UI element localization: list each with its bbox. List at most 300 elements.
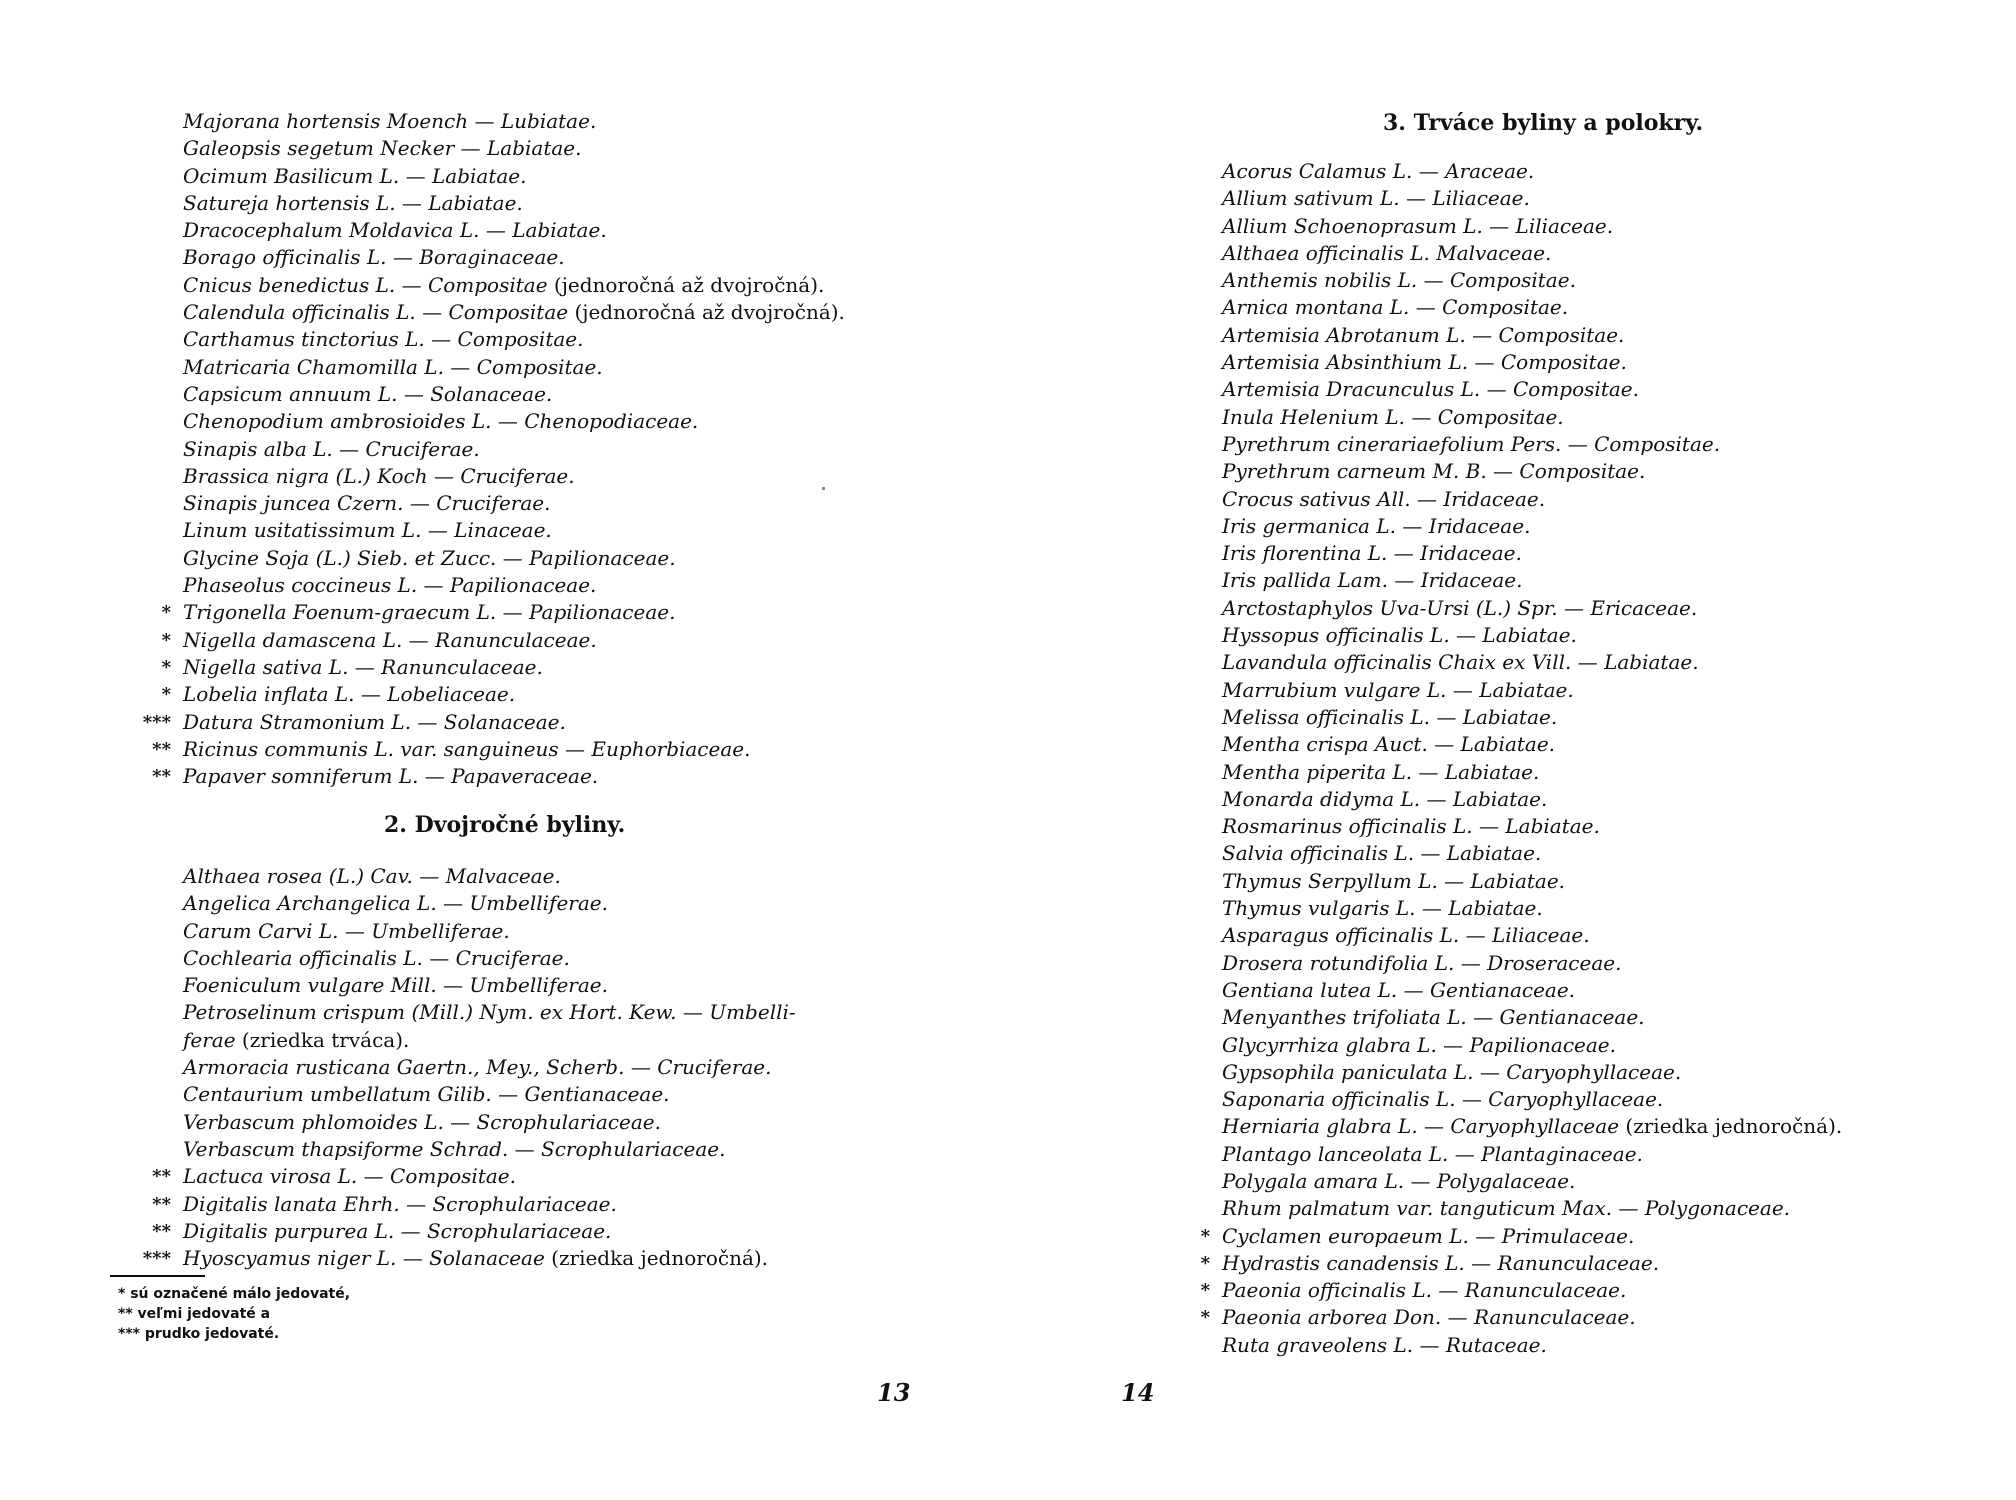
plant-family: Boraginaceae. (419, 245, 565, 270)
dash-separator: — (558, 736, 592, 761)
dash-separator: — (403, 491, 437, 516)
dash-separator: — (436, 891, 470, 916)
plant-name: Sinapis alba L. (183, 436, 333, 461)
plant-entry (161, 654, 845, 681)
plant-family: Labiatae. (1470, 868, 1566, 893)
plant-name: Hyssopus officinalis L. (1222, 623, 1450, 648)
plant-family: Droseraceae. (1487, 950, 1622, 975)
plant-family: Labiatae. (1462, 704, 1558, 729)
plant-name: Satureja hortensis L. (183, 190, 396, 215)
plant-family: Labiatae. (1604, 650, 1699, 675)
plant-family: Scrophulariaceae. (541, 1136, 726, 1161)
plant-name: Paeonia arborea Don. (1222, 1305, 1442, 1330)
section-heading-perennial: 3. Trváce byliny a polokry. (1383, 110, 1704, 136)
footnotes (118, 1284, 350, 1344)
dash-separator: — (1413, 1332, 1446, 1357)
dash-separator: — (479, 218, 513, 243)
plant-entry (1222, 1113, 1842, 1140)
dash-separator: — (1449, 623, 1483, 648)
plant-family: Cruciferae. (436, 491, 551, 516)
plant-name: Pyrethrum cinerariaefolium Pers. (1222, 431, 1562, 456)
plant-name: Plantago lanceolata L. (1222, 1141, 1449, 1166)
plant-family: Labiatae. (487, 136, 582, 161)
plant-family: Compositae. (476, 354, 603, 379)
dash-separator: — (424, 327, 458, 352)
plant-entry (1222, 376, 1842, 403)
plant-name: Polygala amara L. (1222, 1168, 1405, 1193)
dash-separator: — (417, 573, 450, 598)
dash-separator: — (427, 463, 461, 488)
plant-name: Nigella sativa L. (183, 654, 349, 679)
plant-entry (183, 217, 845, 244)
plant-entry (1222, 731, 1842, 758)
plant-name: Menyanthes trifoliata L. (1222, 1005, 1467, 1030)
toxicity-marker: ** (152, 1166, 171, 1188)
plant-family: Iridaceae. (1428, 513, 1531, 538)
plant-family: Gentianaceae. (524, 1082, 670, 1107)
plant-family: Cruciferae. (455, 945, 570, 970)
dash-separator: — (1448, 1141, 1482, 1166)
dash-separator: — (1455, 1087, 1489, 1112)
plant-name: Mentha crispa Auct. (1222, 732, 1428, 757)
plant-entry (183, 972, 796, 999)
plant-family: Compositae. (1498, 322, 1625, 347)
dash-separator: — (1473, 1059, 1507, 1084)
plant-family: Papaveraceae. (451, 764, 599, 789)
plant-family: Umbelliferae. (469, 891, 608, 916)
dash-separator: — (1561, 431, 1595, 456)
plant-family: Labiatae. (1452, 786, 1548, 811)
plant-entry (1222, 922, 1842, 949)
plant-name: Lactuca virosa L. (183, 1164, 358, 1189)
plant-note: (zriedka jednoročná). (551, 1246, 769, 1271)
plant-entry (183, 1027, 796, 1054)
dash-separator: — (624, 1055, 658, 1080)
plant-entry (161, 599, 845, 626)
toxicity-marker: * (1200, 1225, 1210, 1247)
right-page (1008, 0, 2016, 1500)
plant-entry (1222, 1032, 1842, 1059)
plant-name: Digitalis purpurea L. (183, 1218, 395, 1243)
plant-family: Compositae (427, 272, 548, 297)
plant-name: Cochlearia officinalis L. (183, 945, 423, 970)
plant-family: Scrophulariaceae. (426, 1218, 612, 1243)
dash-separator: — (395, 190, 429, 215)
print-speck (822, 487, 825, 490)
plant-family: Caryophyllaceae. (1506, 1059, 1682, 1084)
plant-entry (183, 108, 845, 135)
footnote: ** veľmi jedovaté a (118, 1306, 271, 1322)
dash-separator: — (1468, 1223, 1502, 1248)
plant-family: Solanaceae (429, 1246, 545, 1271)
dash-separator: — (1437, 868, 1471, 893)
plant-family: Liliaceae. (1432, 186, 1530, 211)
plant-family: Polygonaceae. (1644, 1196, 1791, 1221)
plant-family: Labiatae. (1482, 623, 1577, 648)
plant-family: Labiatae. (1444, 759, 1540, 784)
plant-family: Scrophulariaceae. (476, 1109, 661, 1134)
plant-family: Labiatae. (512, 218, 607, 243)
plant-entry (1222, 895, 1842, 922)
plant-name: Foeniculum vulgare Mill. (183, 973, 437, 998)
plant-entry (183, 890, 796, 917)
dash-separator: — (386, 245, 420, 270)
dash-separator: — (1446, 677, 1480, 702)
dash-separator: — (1409, 295, 1443, 320)
annual-herbs-list (142, 108, 845, 790)
dash-separator: — (454, 136, 488, 161)
plant-entry (1222, 950, 1842, 977)
plant-name: Ricinus communis L. var. sanguineus (183, 736, 559, 761)
plant-family: Gentianaceae. (1430, 977, 1576, 1002)
plant-entry (161, 627, 845, 654)
plant-name: Crocus sativus All. (1222, 486, 1411, 511)
plant-entry (1200, 1250, 1842, 1277)
section-heading-biennial: 2. Dvojročné byliny. (384, 812, 626, 838)
plant-family: Compositae. (1449, 268, 1576, 293)
plant-name: Angelica Archangelica L. (183, 891, 437, 916)
plant-name: Petroselinum crispum (Mill.) Nym. ex Hort. Kew. (183, 1000, 677, 1025)
dash-separator: — (411, 709, 444, 734)
dash-separator: — (1412, 759, 1445, 784)
dash-separator: — (1472, 814, 1506, 839)
plant-entry (1222, 1059, 1842, 1086)
dash-separator: — (338, 918, 372, 943)
plant-family: Rutaceae. (1445, 1332, 1547, 1357)
dash-separator: — (436, 973, 470, 998)
toxicity-marker: * (1200, 1307, 1210, 1329)
plant-entry (152, 763, 845, 790)
plant-entry (1222, 813, 1842, 840)
plant-note: (jednoročná až dvojročná). (574, 300, 845, 325)
dash-separator: — (1482, 213, 1516, 238)
plant-entry (1222, 322, 1842, 349)
plant-entry (183, 463, 845, 490)
plant-name: Thymus Serpyllum L. (1222, 868, 1438, 893)
plant-family: Linaceae. (454, 518, 552, 543)
plant-name: Mentha piperita L. (1222, 759, 1413, 784)
plant-entry (1222, 840, 1842, 867)
dash-separator: — (1468, 350, 1501, 375)
dash-separator: — (399, 163, 432, 188)
plant-name: Gypsophila paniculata L. (1222, 1059, 1474, 1084)
plant-name: Capsicum annuum L. (183, 381, 398, 406)
plant-family: Liliaceae. (1515, 213, 1614, 238)
plant-entry (152, 1218, 796, 1245)
plant-name: Ruta graveolens L. (1222, 1332, 1414, 1357)
toxicity-marker: * (161, 656, 171, 678)
dash-separator: — (402, 627, 436, 652)
plant-name: Phaseolus coccineus L. (183, 573, 418, 598)
dash-separator: — (1436, 1032, 1470, 1057)
plant-name: Allium Schoenoprasum L. (1222, 213, 1483, 238)
plant-name: Inula Helenium L. (1222, 404, 1405, 429)
dash-separator: — (1466, 1005, 1500, 1030)
dash-separator: — (1414, 841, 1447, 866)
plant-entry (183, 436, 845, 463)
toxicity-marker: ** (152, 738, 171, 760)
plant-entry (183, 326, 845, 353)
plant-entry (183, 863, 796, 890)
plant-name: Linum usitatissimum L. (183, 518, 422, 543)
footnote: *** prudko jedovaté. (118, 1326, 280, 1342)
plant-entry (1222, 1168, 1842, 1195)
plant-entry (183, 163, 845, 190)
plant-entry (1222, 349, 1842, 376)
dash-separator: — (491, 409, 525, 434)
plant-entry (183, 517, 845, 544)
plant-family: Solanaceae. (430, 381, 553, 406)
plant-entry (183, 272, 845, 299)
plant-note: (zriedka jednoročná). (1625, 1114, 1843, 1139)
dash-separator: — (1464, 1250, 1498, 1275)
plant-entry (1222, 649, 1842, 676)
dash-separator: — (394, 1218, 427, 1243)
plant-entry (183, 945, 796, 972)
plant-entry (183, 408, 845, 435)
plant-name: Glycyrrhiza glabra L. (1222, 1032, 1437, 1057)
plant-name: Papaver somniferum L. (183, 764, 419, 789)
dash-separator: — (421, 518, 455, 543)
toxicity-marker: *** (142, 711, 171, 733)
plant-entry (142, 709, 845, 736)
plant-entry (1222, 1195, 1842, 1222)
dash-separator: — (1465, 322, 1499, 347)
plant-family: Ericaceae. (1590, 595, 1698, 620)
plant-family: Scrophulariaceae. (432, 1191, 617, 1216)
plant-family: Ranunculaceae. (1473, 1305, 1636, 1330)
plant-entry (1222, 158, 1842, 185)
plant-name: Brassica nigra (L.) Koch (183, 463, 428, 488)
plant-name: Cnicus benedictus L. (183, 272, 396, 297)
page-number-left: 13 (877, 1378, 911, 1407)
plant-name: Matricaria Chamomilla L. (183, 354, 444, 379)
dash-separator: — (443, 354, 477, 379)
plant-name: Paeonia officinalis L. (1222, 1278, 1432, 1303)
plant-entry (152, 1191, 796, 1218)
plant-family: Liliaceae. (1492, 923, 1590, 948)
plant-name: ferae (183, 1027, 236, 1052)
plant-entry (1200, 1277, 1842, 1304)
plant-entry (1222, 486, 1842, 513)
plant-entry (183, 1054, 796, 1081)
plant-name: Digitalis lanata Ehrh. (183, 1191, 400, 1216)
plant-entry (183, 381, 845, 408)
plant-entry (183, 545, 845, 572)
plant-entry (152, 736, 845, 763)
plant-entry (1222, 704, 1842, 731)
plant-name: Calendula officinalis L. (183, 300, 416, 325)
dash-separator: — (496, 545, 530, 570)
plant-family: Labiatae. (1505, 814, 1600, 839)
dash-separator: — (1387, 541, 1421, 566)
plant-entry (1200, 1223, 1842, 1250)
plant-name: Borago officinalis L. (183, 245, 387, 270)
plant-name: Ocimum Basilicum L. (183, 163, 400, 188)
plant-name: Cyclamen europaeum L. (1222, 1223, 1469, 1248)
plant-family: Lubiatae. (500, 109, 597, 133)
plant-name: Melissa officinalis L. (1222, 704, 1430, 729)
plant-family: Compositae. (390, 1164, 516, 1189)
toxicity-marker: * (1200, 1280, 1210, 1302)
dash-separator: — (395, 272, 428, 297)
plant-entry (152, 1163, 796, 1190)
plant-name: Acorus Calamus L. (1222, 159, 1413, 183)
plant-entry (1222, 977, 1842, 1004)
dash-separator: — (397, 381, 431, 406)
plant-entry (1222, 240, 1842, 267)
dash-separator: — (1454, 950, 1488, 975)
plant-entry (1222, 404, 1842, 431)
plant-name: Saponaria officinalis L. (1222, 1087, 1456, 1112)
plant-family: Ranunculaceae. (381, 654, 543, 679)
plant-entry (183, 299, 845, 326)
plant-name: Anthemis nobilis L. (1222, 268, 1418, 293)
plant-name: Drosera rotundifolia L. (1222, 950, 1455, 975)
plant-name: Dracocephalum Moldavica L. (183, 218, 480, 243)
plant-name: Althaea rosea (L.) Cav. (183, 864, 413, 888)
plant-family: Compositae. (1437, 404, 1564, 429)
footnote-rule (110, 1275, 205, 1277)
plant-name: Hyoscyamus niger L. (183, 1246, 397, 1271)
plant-family: Compositae. (1442, 295, 1569, 320)
plant-entry (1222, 431, 1842, 458)
plant-entry (183, 354, 845, 381)
toxicity-marker: * (1200, 1252, 1210, 1274)
plant-name: Arctostaphylos Uva-Ursi (L.) Spr. (1222, 595, 1558, 620)
plant-entry (1222, 759, 1842, 786)
biennial-herbs-list (142, 863, 796, 1272)
plant-family: Labiatae. (1479, 677, 1574, 702)
plant-name: Artemisia Abrotanum L. (1222, 322, 1466, 347)
plant-family: Malvaceae. (445, 864, 561, 888)
dash-separator: — (1612, 1196, 1645, 1221)
plant-entry (1222, 1004, 1842, 1031)
plant-family: Iridaceae. (1443, 486, 1546, 511)
plant-family: Compositae. (1513, 377, 1639, 402)
dash-separator: — (1399, 186, 1433, 211)
dash-separator: — (508, 1136, 542, 1161)
plant-family: Papilionaceae. (529, 545, 676, 570)
plant-family: Ranunculaceae. (435, 627, 597, 652)
plant-family: Papilionaceae. (528, 600, 676, 625)
plant-family: Araceae. (1445, 159, 1535, 183)
plant-name: Iris florentina L. (1222, 541, 1388, 566)
plant-name: Chenopodium ambrosioides L. (183, 409, 492, 434)
dash-separator: — (1417, 1114, 1451, 1139)
plant-name: Majorana hortensis Moench (183, 109, 469, 133)
plant-entry (183, 572, 845, 599)
plant-name: Centaurium umbellatum Gilib. (183, 1082, 492, 1107)
dash-separator: — (1420, 786, 1453, 811)
dash-separator: — (1571, 650, 1605, 675)
toxicity-marker: ** (152, 766, 171, 788)
dash-separator: — (1459, 923, 1493, 948)
dash-separator: — (1557, 595, 1591, 620)
dash-separator: — (412, 864, 446, 888)
dash-separator: — (1397, 977, 1431, 1002)
dash-separator: — (1395, 513, 1429, 538)
plant-name: Arnica montana L. (1222, 295, 1410, 320)
plant-entry (1222, 1086, 1842, 1113)
plant-entry (1200, 1304, 1842, 1331)
plant-entry (1222, 567, 1842, 594)
plant-name: Armoracia rusticana Gaertn., Mey., Scherb. (183, 1055, 625, 1080)
plant-family: Cruciferae. (657, 1055, 772, 1080)
dash-separator: — (1427, 732, 1461, 757)
plant-family: Papilionaceae. (449, 573, 597, 598)
dash-separator: — (357, 1164, 391, 1189)
plant-family: Labiatae. (432, 163, 527, 188)
plant-family: Papilionaceae. (1469, 1032, 1616, 1057)
perennial-herbs-list (1200, 158, 1843, 1359)
plant-family: Labiatae. (1446, 841, 1542, 866)
toxicity-marker: ** (152, 1220, 171, 1242)
plant-family: Compositae (448, 300, 569, 325)
plant-entry (1222, 185, 1842, 212)
dash-separator: — (676, 1000, 710, 1025)
plant-family: Labiatae. (1448, 896, 1543, 921)
plant-family: Umbelliferae. (469, 973, 608, 998)
plant-family: Euphorbiaceae. (591, 736, 751, 761)
plant-name: Trigonella Foenum-graecum L. (183, 600, 497, 625)
dash-separator: — (396, 1246, 430, 1271)
plant-name: Allium sativum L. (1222, 186, 1400, 211)
plant-family: Polygalaceae. (1436, 1168, 1576, 1193)
dash-separator: — (1486, 459, 1520, 484)
plant-name: Sinapis juncea Czern. (183, 491, 404, 516)
dash-separator: — (1415, 896, 1449, 921)
plant-entry (1222, 513, 1842, 540)
plant-family: Cruciferae. (460, 463, 575, 488)
plant-name: Gentiana lutea L. (1222, 977, 1398, 1002)
plant-family: Lobeliaceae. (387, 682, 516, 707)
plant-entry (1222, 1141, 1842, 1168)
toxicity-marker: ** (152, 1193, 171, 1215)
plant-entry (1222, 1332, 1842, 1359)
plant-name: Iris germanica L. (1222, 513, 1396, 538)
dash-separator: — (1429, 704, 1463, 729)
plant-family: Compositae. (1500, 350, 1627, 375)
plant-name: Carthamus tinctorius L. (183, 327, 425, 352)
plant-name: Nigella damascena L. (183, 627, 403, 652)
dash-separator: — (496, 600, 529, 625)
plant-name: Lobelia inflata L. (183, 682, 355, 707)
plant-name: Monarda didyma L. (1222, 786, 1421, 811)
plant-name: Rosmarinus officinalis L. (1222, 814, 1473, 839)
dash-separator: — (1388, 568, 1421, 593)
toxicity-marker: *** (142, 1248, 171, 1270)
plant-name: Carum Carvi L. (183, 918, 339, 943)
plant-entry (183, 190, 845, 217)
plant-family: Caryophyllaceae. (1488, 1087, 1664, 1112)
toxicity-marker: * (161, 629, 171, 651)
dash-separator: — (332, 436, 366, 461)
plant-family: Compositae. (457, 327, 584, 352)
plant-name: Pyrethrum carneum M. B. (1222, 459, 1487, 484)
plant-family: Cruciferae. (365, 436, 480, 461)
plant-family: Caryophyllaceae (1450, 1114, 1620, 1139)
plant-family: Primulaceae. (1501, 1223, 1635, 1248)
plant-entry (161, 681, 845, 708)
plant-entry (142, 1245, 796, 1272)
dash-separator: — (468, 109, 501, 133)
plant-note: (jednoročná až dvojročná). (553, 272, 825, 297)
plant-family: Umbelliferae. (371, 918, 510, 943)
dash-separator: — (1431, 1278, 1465, 1303)
plant-name: Artemisia Absinthium L. (1222, 350, 1469, 375)
plant-entry (183, 490, 845, 517)
